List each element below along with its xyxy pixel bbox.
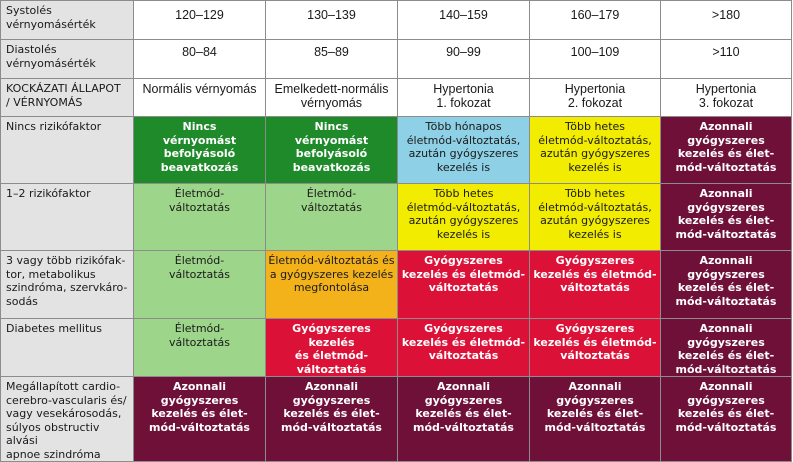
risk-factor-label: Diabetes mellitus bbox=[1, 319, 134, 377]
category-grade-2: Hypertonia 2. fokozat bbox=[530, 79, 661, 117]
recommendation-cell: Több hetes életmód-változtatás, azután gyógyszeres kezelés is bbox=[530, 117, 661, 184]
recommendation-cell: Azonnali gyógyszeres kezelés és élet- mód-változtatás bbox=[398, 377, 530, 462]
risk-factor-label: 3 vagy több rizikófak- tor, metabolikus szindróma, szervkáro- sodás bbox=[1, 251, 134, 319]
category-normal: Normális vérnyomás bbox=[134, 79, 266, 117]
recommendation-cell: Több hónapos életmód-változtatás, azután gyógyszeres kezelés is bbox=[398, 117, 530, 184]
systolic-range: 130–139 bbox=[266, 1, 398, 40]
recommendation-cell: Azonnali gyógyszeres kezelés és élet- mód-változtatás bbox=[661, 319, 792, 377]
risk-factor-label: Megállapított cardio- cerebro-vascularis és/ vagy vesekárosodás, súlyos obstructiv alvási apnoe szindróma bbox=[1, 377, 134, 462]
risk-factor-label: Nincs rizikófaktor bbox=[1, 117, 134, 184]
category-row bbox=[1, 79, 792, 117]
risk-row bbox=[1, 184, 792, 251]
recommendation-cell: Azonnali gyógyszeres kezelés és élet- mód-változtatás bbox=[530, 377, 661, 462]
recommendation-cell: Életmód-változtatás és a gyógyszeres kezelés megfontolása bbox=[266, 251, 398, 319]
recommendation-cell: Gyógyszeres kezelés és életmód- változtatás bbox=[398, 251, 530, 319]
diastolic-range: 85–89 bbox=[266, 40, 398, 79]
risk-row bbox=[1, 319, 792, 377]
systolic-range: 160–179 bbox=[530, 1, 661, 40]
recommendation-cell: Azonnali gyógyszeres kezelés és élet- mód-változtatás bbox=[661, 377, 792, 462]
diastolic-row bbox=[1, 40, 792, 79]
recommendation-cell: Életmód- változtatás bbox=[134, 319, 266, 377]
systolic-label: Systolés vérnyomásérték bbox=[1, 1, 134, 40]
recommendation-cell: Több hetes életmód-változtatás, azután gyógyszeres kezelés is bbox=[530, 184, 661, 251]
recommendation-cell: Életmód- változtatás bbox=[266, 184, 398, 251]
recommendation-cell: Azonnali gyógyszeres kezelés és élet- mód-változtatás bbox=[661, 184, 792, 251]
diastolic-range: 100–109 bbox=[530, 40, 661, 79]
risk-row bbox=[1, 377, 792, 462]
recommendation-cell: Nincs vérnyomást befolyásoló beavatkozás bbox=[266, 117, 398, 184]
diastolic-range: >110 bbox=[661, 40, 792, 79]
diastolic-range: 80–84 bbox=[134, 40, 266, 79]
systolic-range: 140–159 bbox=[398, 1, 530, 40]
diastolic-label: Diastolés vérnyomásérték bbox=[1, 40, 134, 79]
risk-row bbox=[1, 117, 792, 184]
recommendation-cell: Gyógyszeres kezelés és életmód- változtatás bbox=[530, 319, 661, 377]
category-label: KOCKÁZATI ÁLLAPOT / VÉRNYOMÁS bbox=[1, 79, 134, 117]
recommendation-cell: Azonnali gyógyszeres kezelés és élet- mód-változtatás bbox=[266, 377, 398, 462]
recommendation-cell: Azonnali gyógyszeres kezelés és élet- mód-változtatás bbox=[661, 117, 792, 184]
category-grade-3: Hypertonia 3. fokozat bbox=[661, 79, 792, 117]
recommendation-cell: Életmód- változtatás bbox=[134, 251, 266, 319]
systolic-range: 120–129 bbox=[134, 1, 266, 40]
recommendation-cell: Gyógyszeres kezelés és életmód- változtatás bbox=[266, 319, 398, 377]
recommendation-cell: Azonnali gyógyszeres kezelés és élet- mód-változtatás bbox=[661, 251, 792, 319]
category-high-normal: Emelkedett-normális vérnyomás bbox=[266, 79, 398, 117]
recommendation-cell: Gyógyszeres kezelés és életmód- változtatás bbox=[530, 251, 661, 319]
recommendation-cell: Gyógyszeres kezelés és életmód- változtatás bbox=[398, 319, 530, 377]
systolic-row bbox=[1, 1, 792, 40]
category-grade-1: Hypertonia 1. fokozat bbox=[398, 79, 530, 117]
risk-row bbox=[1, 251, 792, 319]
diastolic-range: 90–99 bbox=[398, 40, 530, 79]
recommendation-cell: Azonnali gyógyszeres kezelés és élet- mód-változtatás bbox=[134, 377, 266, 462]
risk-factor-label: 1–2 rizikófaktor bbox=[1, 184, 134, 251]
systolic-range: >180 bbox=[661, 1, 792, 40]
recommendation-cell: Életmód- változtatás bbox=[134, 184, 266, 251]
recommendation-cell: Több hetes életmód-változtatás, azután gyógyszeres kezelés is bbox=[398, 184, 530, 251]
recommendation-cell: Nincs vérnyomást befolyásoló beavatkozás bbox=[134, 117, 266, 184]
